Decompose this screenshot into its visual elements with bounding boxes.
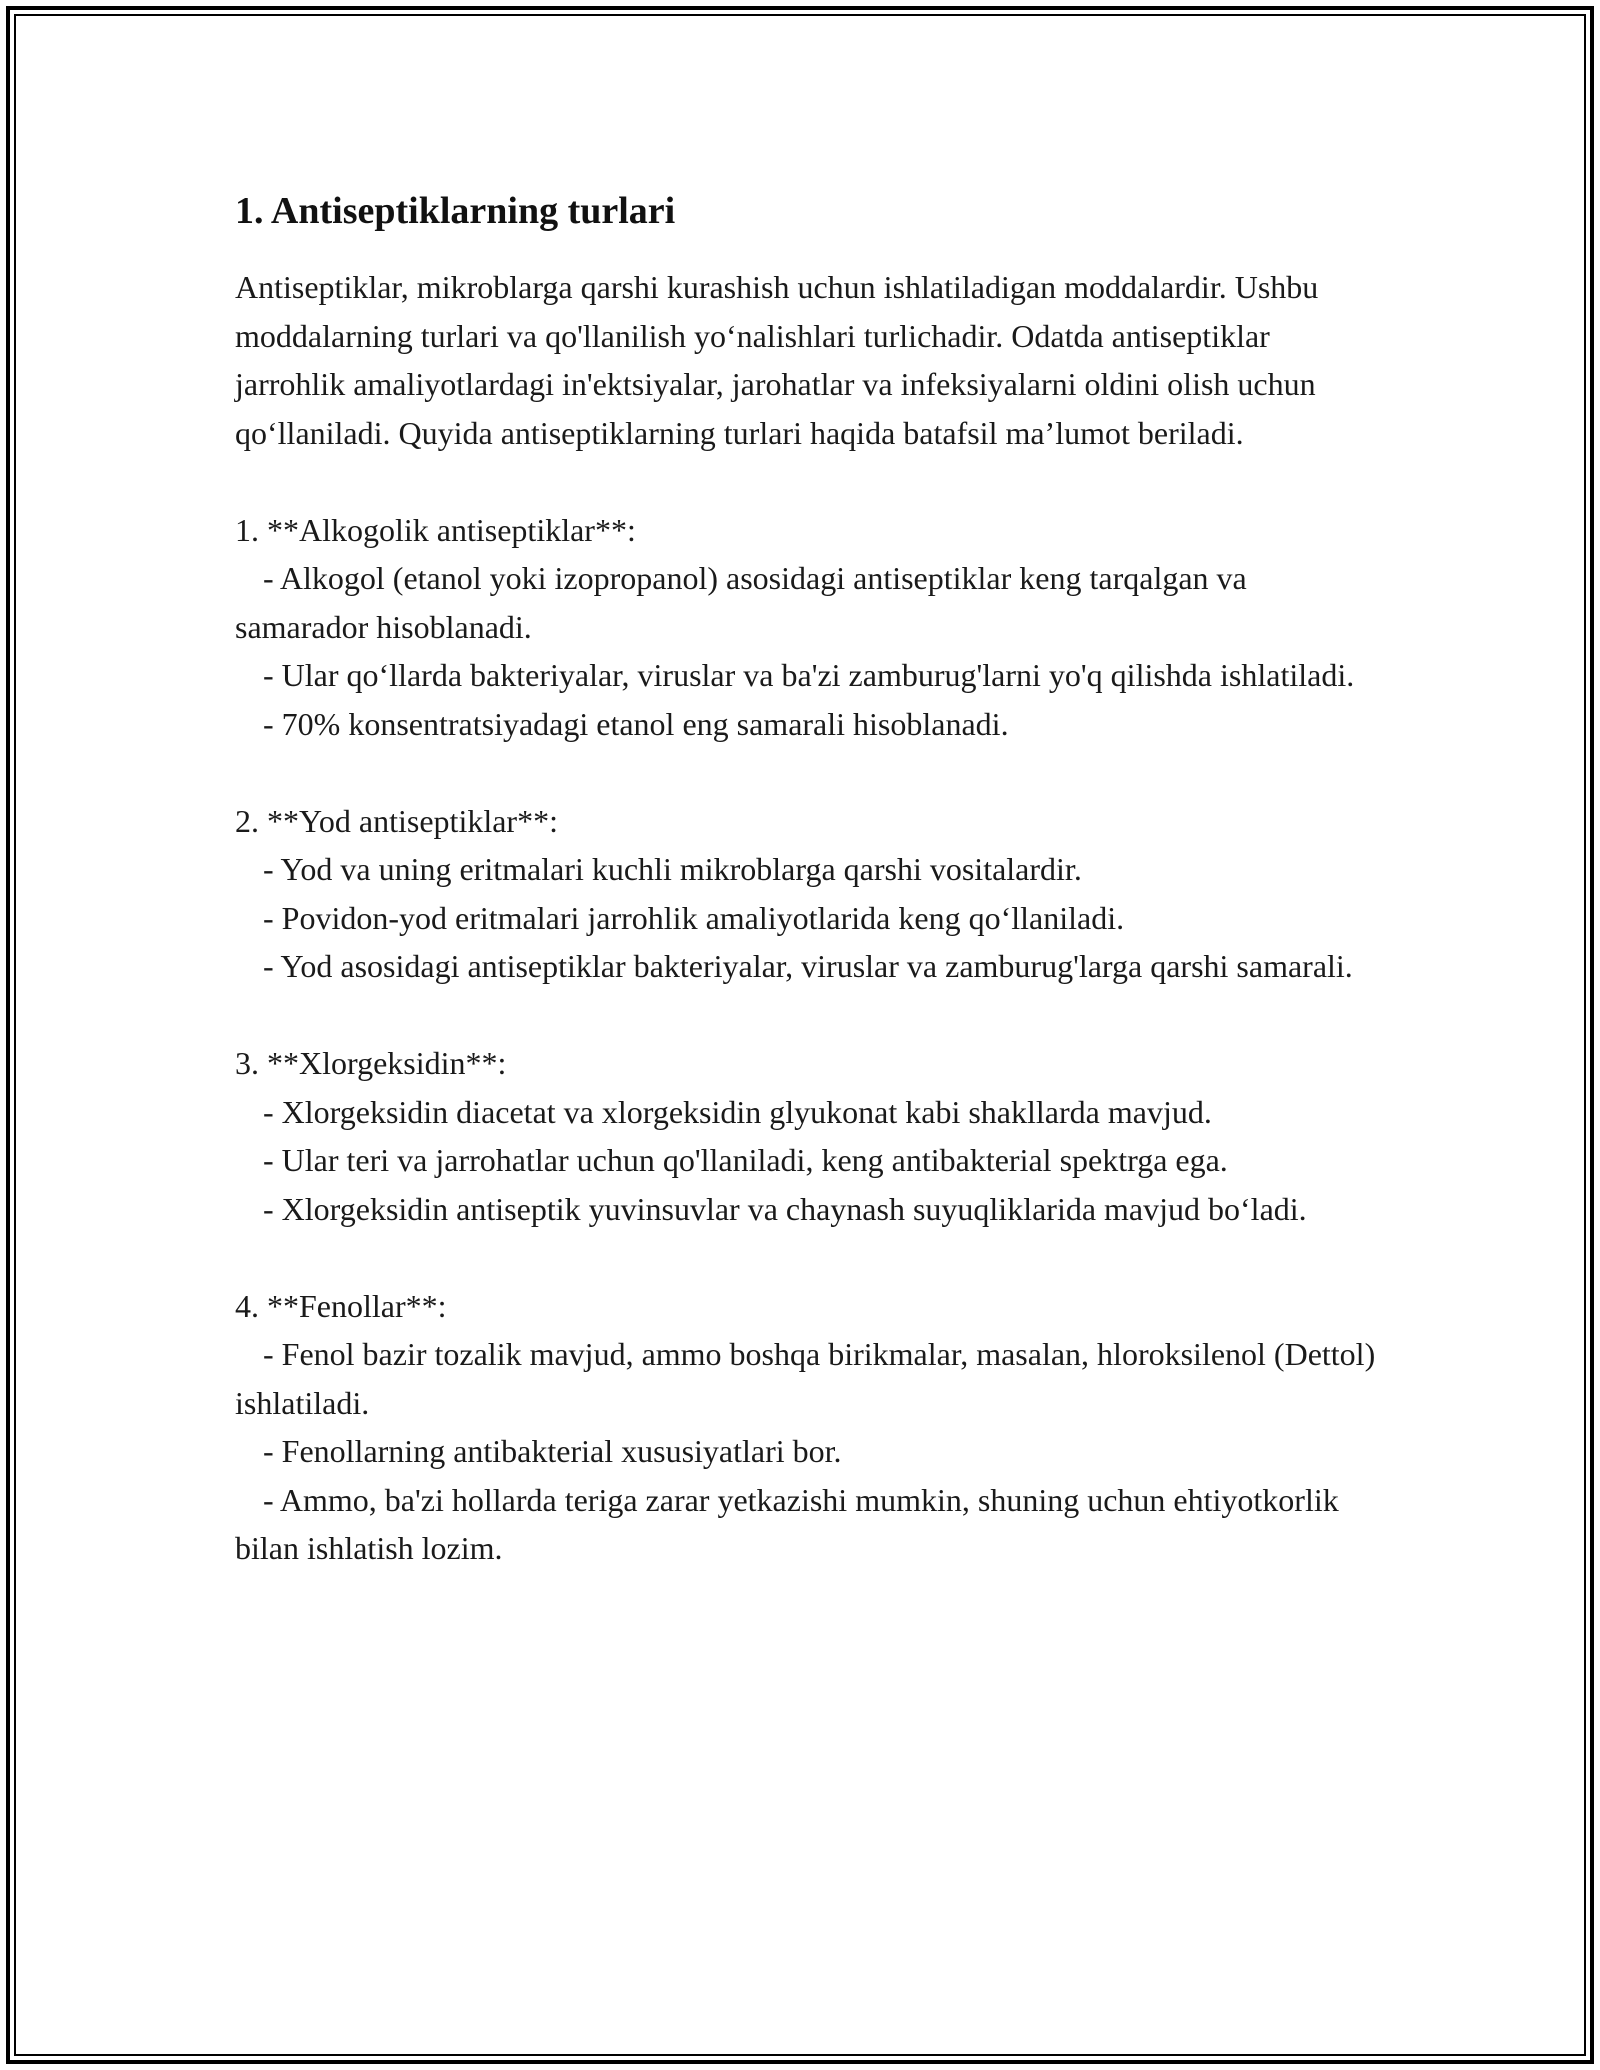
section-yod — [235, 797, 1385, 991]
document-body — [235, 180, 1385, 1573]
list-item: - Yod asosidagi antiseptiklar bakteriyalar, viruslar va zamburug'larga qarshi samarali. — [263, 948, 1353, 984]
list-item: - Ammo, ba'zi hollarda teriga zarar yetkazishi mumkin, shuning uchun ehtiyotkorlik bilan ishlatish lozim. — [235, 1481, 1339, 1566]
list-item: - Fenollarning antibakterial xususiyatlari bor. — [263, 1433, 842, 1469]
list-item: - Alkogol (etanol yoki izopropanol) asosidagi antiseptiklar keng tarqalgan va samarador hisoblanadi. — [235, 560, 1247, 645]
list-item: - Ular teri va jarrohatlar uchun qo'llaniladi, keng antibakterial spektrga ega. — [263, 1142, 1228, 1178]
section-heading: 2. **Yod antiseptiklar**: — [235, 802, 558, 839]
section-heading: 1. **Alkogolik antiseptiklar**: — [235, 511, 636, 548]
section-alkogolik — [235, 506, 1385, 749]
section-fenollar — [235, 1282, 1385, 1573]
list-item: - Xlorgeksidin diacetat va xlorgeksidin glyukonat kabi shakllarda mavjud. — [263, 1093, 1212, 1130]
list-item: - Ular qo‘llarda bakteriyalar, viruslar va ba'zi zamburug'larni yo'q qilishda ishlatiladi. — [263, 657, 1355, 693]
section-xlorgeksidin — [235, 1039, 1385, 1233]
list-item: - Xlorgeksidin antiseptik yuvinsuvlar va chaynash suyuqliklarida mavjud bo‘ladi. — [263, 1190, 1307, 1227]
list-item: - Yod va uning eritmalari kuchli mikroblarga qarshi vositalardir. — [263, 851, 1082, 887]
list-item: - 70% konsentratsiyadagi etanol eng samarali hisoblanadi. — [263, 705, 1009, 742]
list-item: - Povidon-yod eritmalari jarrohlik amaliyotlarida keng qo‘llaniladi. — [263, 899, 1125, 936]
list-item: - Fenol bazir tozalik mavjud, ammo boshqa birikmalar, masalan, hloroksilenol (Dettol) ishlatiladi. — [235, 1336, 1376, 1421]
document-title: 1. Antiseptiklarning turlari — [235, 190, 676, 232]
intro-paragraph: Antiseptiklar, mikroblarga qarshi kurashish uchun ishlatiladigan moddalardir. Ushbu moddalarning turlari va qo'llanilish yo‘nalishlari turlichadir. Odatda antiseptiklar jarrohlik amaliyotlardagi in'ektsiyalar, jarohatlar va infeksiyalarni oldini olish uchun qo‘llaniladi. Quyida antiseptiklarning turlari haqida batafsil ma’lumot beriladi. — [235, 269, 1319, 451]
section-heading: 3. **Xlorgeksidin**: — [235, 1045, 507, 1081]
section-heading: 4. **Fenollar**: — [235, 1287, 447, 1324]
